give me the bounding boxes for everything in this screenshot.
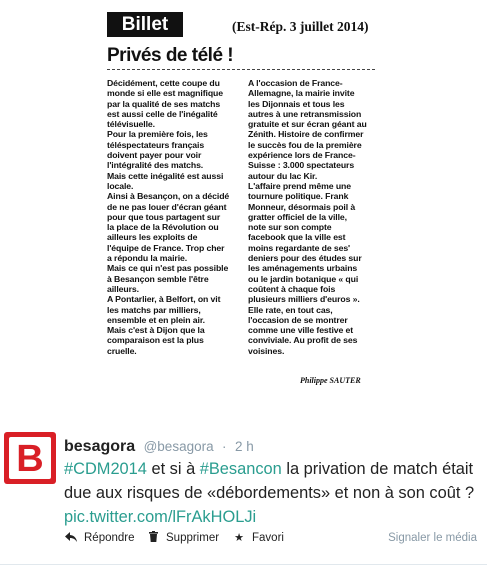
article-paragraph: Mais c'est à Dijon que la comparaison est la plus cruelle.: [107, 325, 205, 356]
avatar-logo-letter: B: [16, 438, 44, 480]
favorite-label: Favori: [252, 532, 284, 544]
article-paragraph: Pour la première fois, les téléspectateurs français doivent payer pour voir l'intégralité des matchs.: [107, 129, 208, 171]
trash-icon: [146, 529, 160, 547]
reply-arrow-icon: [64, 529, 78, 547]
article-author-signature: Philippe SAUTER: [300, 376, 361, 385]
article-headline: Privés de télé !: [107, 45, 234, 66]
article-paragraph: Décidément, cette coupe du monde si elle est magnifique par la qualité de ses matchs est aussi celle de l'inégalité télévisuelle.: [107, 78, 223, 130]
tweet-header: [64, 438, 254, 456]
article-paragraph: L'affaire prend même une tournure politique. Frank Monneur, désormais poil à gratter officiel de la ville, note sur son compte facebook que la ville est moins regardante de ses' deniers pour des études sur les aménagements urbains ou le jardin botanique « qui coûtent à chaque fois plusieurs milliers d'euros ».: [248, 180, 362, 305]
reply-label: Répondre: [84, 532, 135, 544]
delete-label: Supprimer: [166, 532, 220, 544]
hashtag-link[interactable]: #CDM2014: [64, 460, 147, 478]
tweet-author-handle[interactable]: @besagora: [143, 439, 214, 454]
article-paragraph: Ainsi à Besançon, on a décidé de ne pas louer d'écran géant pour que tous partagent sur la place de la Révolution ou ailleurs les exploits de l'équipe de France. Trop cher a répondu la mairie.: [107, 191, 230, 264]
article-paragraph: Mais cette inégalité est aussi locale.: [107, 170, 224, 191]
article-source-date: (Est-Rép. 3 juillet 2014): [232, 19, 369, 34]
tweet-time-separator: ·: [222, 439, 227, 454]
article-column-left: [107, 78, 244, 356]
article-paragraph: Mais ce qui n'est pas possible à Besançon semble l'être ailleurs.: [107, 263, 229, 294]
tweet-text-part: et si à: [146, 460, 200, 478]
tweet-bottom-border: [0, 564, 487, 565]
delete-button[interactable]: [146, 529, 219, 547]
hashtag-link[interactable]: #Besancon: [199, 460, 282, 478]
tweet-text-part: la privation de match était due aux risques de «débordements» et non à son coût ?: [64, 460, 475, 502]
tweet-timestamp[interactable]: 2 h: [235, 439, 254, 454]
report-media-link[interactable]: Signaler le média: [388, 532, 477, 544]
avatar-background: [9, 437, 51, 479]
favorite-button[interactable]: [232, 529, 284, 547]
tweet-text: [64, 457, 482, 529]
article-paragraph: A Pontarlier, à Belfort, on vit les matchs par milliers, ensemble et en plein air.: [107, 294, 221, 325]
star-icon: ★: [234, 532, 244, 544]
article-column-right: [248, 78, 383, 356]
tweet-author-name[interactable]: besagora: [64, 438, 136, 455]
media-link[interactable]: pic.twitter.com/lFrAkHOLJi: [64, 508, 257, 526]
article-paragraph: A l'occasion de France- Allemagne, la mairie invite les Dijonnais et tous les autres à une retransmission gratuite et sur écran géant au Zénith. Histoire de confirmer le succès fou de la première expérience lors de France- Suisse : 3.000 spectateurs autour du lac Kir.: [248, 78, 367, 181]
headline-divider: [107, 69, 375, 70]
tweet: [0, 398, 487, 570]
reply-button[interactable]: [64, 529, 135, 547]
tweet-actions: [64, 529, 482, 547]
avatar[interactable]: [4, 432, 56, 484]
article-paragraph: Elle rate, en tout cas, l'occasion de se montrer comme une ville festive et conviviale. Au profit de ses voisines.: [248, 304, 358, 356]
rubric-label: Billet: [107, 12, 183, 37]
